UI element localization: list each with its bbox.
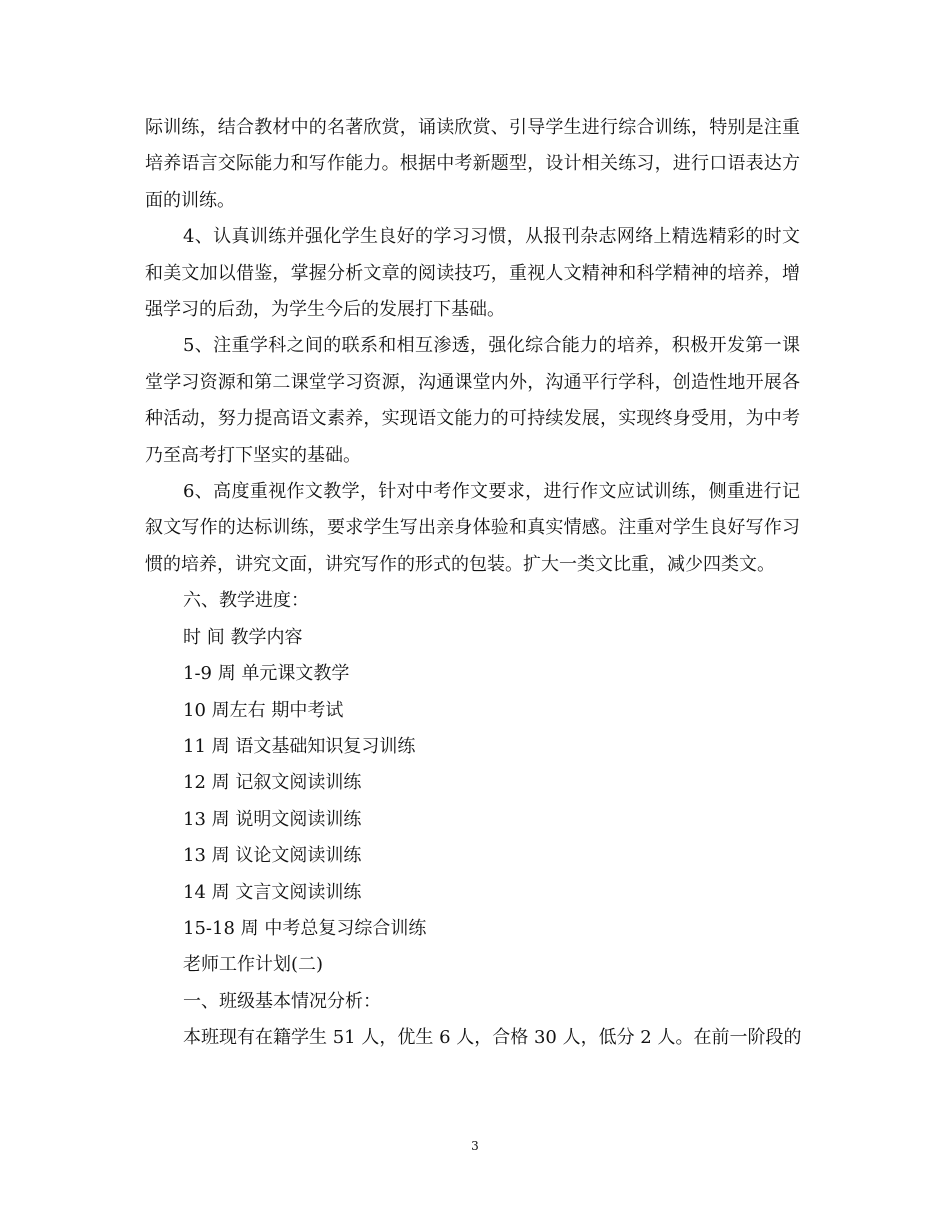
class-intro-text: 本班现有在籍学生 51 人，优生 6 人，合格 30 人，低分 2 人。在前一阶段的 [183, 1027, 802, 1049]
section-heading: 一、班级基本情况分析： [183, 990, 381, 1012]
schedule-row: 14 周 文言文阅读训练 [183, 881, 362, 903]
schedule-row: 11 周 语文基础知识复习训练 [183, 735, 416, 757]
schedule-row: 12 周 记叙文阅读训练 [183, 772, 362, 794]
plan-two-section [145, 947, 800, 1056]
schedule-row: 1-9 周 单元课文教学 [183, 663, 350, 685]
plan-two-title: 老师工作计划(二) [183, 954, 324, 976]
schedule-columns: 时 间 教学内容 [183, 626, 303, 648]
paragraph-continuation: 际训练，结合教材中的名著欣赏，诵读欣赏、引导学生进行综合训练，特别是注重培养语言交际能力和写作能力。根据中考新题型，设计相关练习，进行口语表达方面的训练。 [145, 117, 800, 211]
schedule-row: 13 周 说明文阅读训练 [183, 808, 362, 830]
paragraph-item-5: 5、注重学科之间的联系和相互渗透，强化综合能力的培养，积极开发第一课堂学习资源和第二课堂学习资源，沟通课堂内外，沟通平行学科，创造性地开展各种活动，努力提高语文素养，实现语文能力的可持续发展，实现终身受用，为中考乃至高考打下坚实的基础。 [145, 335, 800, 466]
schedule-row: 10 周左右 期中考试 [183, 699, 344, 721]
paragraph-item-6: 6、高度重视作文教学，针对中考作文要求，进行作文应试训练，侧重进行记叙文写作的达标训练，要求学生写出亲身体验和真实情感。注重对学生良好写作习惯的培养，讲究文面，讲究写作的形式的包装。扩大一类文比重，减少四类文。 [145, 481, 800, 575]
page-number: 3 [471, 1139, 479, 1153]
document-page [145, 110, 800, 1057]
paragraph-item-4: 4、认真训练并强化学生良好的学习习惯，从报刊杂志网络上精选精彩的时文和美文加以借鉴，掌握分析文章的阅读技巧，重视人文精神和科学精神的培养，增强学习的后劲，为学生今后的发展打下基础。 [145, 226, 800, 321]
schedule-section [145, 583, 800, 947]
schedule-heading: 六、教学进度： [183, 590, 309, 612]
schedule-row: 15-18 周 中考总复习综合训练 [183, 917, 427, 939]
schedule-row: 13 周 议论文阅读训练 [183, 845, 362, 867]
